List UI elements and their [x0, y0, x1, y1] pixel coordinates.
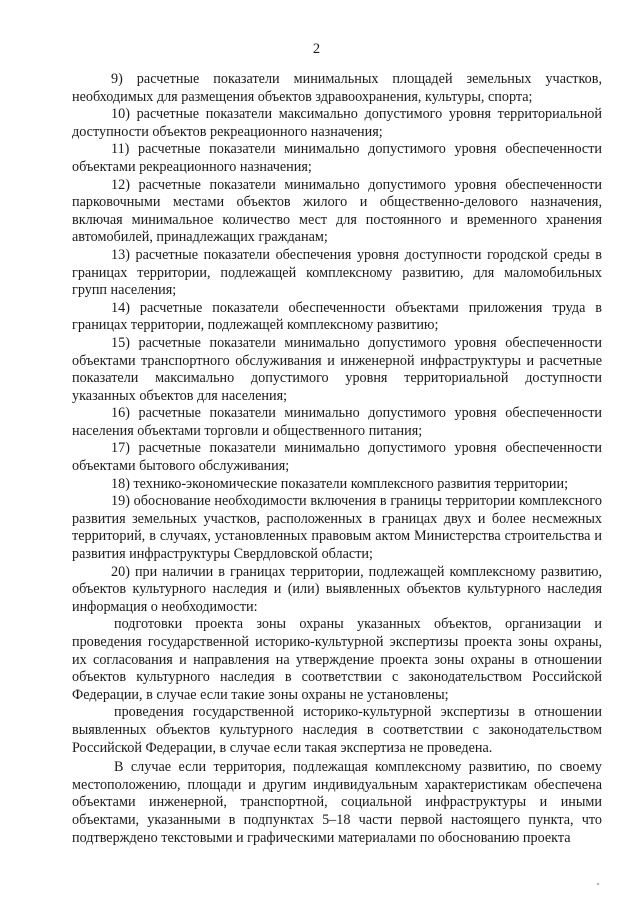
closing-paragraph: В случае если территория, подлежащая комплексному развитию, по своему местоположению, площади и другим индивидуальным характеристикам обеспечена объектами инженерной, транспортной, социальной инфраструктуры и иными объектами, указанными в подпунктах 5–18 части первой настоящего пункта, что подтверждено текстовыми и графическими материалами по обоснованию проекта — [72, 759, 602, 846]
list-item-15: 15) расчетные показатели минимально допустимого уровня обеспеченности объектами транспортного обслуживания и инженерной инфраструктуры и расчетные показатели максимально допустимого уровня территориальной доступности указанных объектов для населения; — [72, 334, 602, 404]
document-body — [72, 71, 602, 847]
list-item-10: 10) расчетные показатели максимально допустимого уровня территориальной доступности объектов рекреационного назначения; — [72, 106, 602, 140]
list-item-11: 11) расчетные показатели минимально допустимого уровня обеспеченности объектами рекреационного назначения; — [72, 141, 602, 175]
list-item-17: 17) расчетные показатели минимально допустимого уровня обеспеченности объектами бытового обслуживания; — [72, 440, 602, 475]
list-item-13: 13) расчетные показатели обеспечения уровня доступности городской среды в границах территории, подлежащей комплексному развитию, для маломобильных групп населения; — [72, 246, 602, 299]
page-number: 2 — [312, 41, 321, 57]
sub-item-zone-protection: подготовки проекта зоны охраны указанных объектов, организации и проведения государственной историко-культурной экспертизы проекта зоны охраны, их согласования и направления на утверждение проекта зоны охраны в отношении объектов культурного наследия в соответствии с законодательством Российской Федерации, в случае если такие зоны охраны не установлены; — [72, 616, 602, 703]
list-item-9: 9) расчетные показатели минимальных площадей земельных участков, необходимых для размещения объектов здравоохранения, культуры, спорта; — [72, 71, 602, 105]
list-item-18: 18) технико-экономические показатели комплексного развития территории; — [111, 475, 569, 492]
list-item-14: 14) расчетные показатели обеспеченности объектами приложения труда в границах территории, подлежащей комплексному развитию; — [72, 299, 602, 334]
list-item-19: 19) обоснование необходимости включения в границы территории комплексного развития земельных участков, расположенных в границах двух и более несмежных территорий, в случаях, установленных правовым актом Министерства строительства и развития инфраструктуры Свердловской области; — [72, 493, 602, 563]
list-item-12: 12) расчетные показатели минимально допустимого уровня обеспеченности парковочными местами объектов жилого и общественно-делового назначения, включая минимальное количество мест для постоянного и временного хранения автомобилей, принадлежащих гражданам; — [72, 176, 602, 246]
scan-speck — [597, 883, 599, 885]
list-item-16: 16) расчетные показатели минимально допустимого уровня обеспеченности населения объектами торговли и общественного питания; — [72, 405, 602, 439]
list-item-20: 20) при наличии в границах территории, подлежащей комплексному развитию, объектов культурного наследия и (или) выявленных объектов культурного наследия информация о необходимости: — [72, 563, 602, 615]
sub-item-expertise: проведения государственной историко-культурной экспертизы в отношении выявленных объектов культурного наследия в соответствии с законодательством Российской Федерации, в случае если такая экспертиза не проведена. — [72, 704, 602, 756]
